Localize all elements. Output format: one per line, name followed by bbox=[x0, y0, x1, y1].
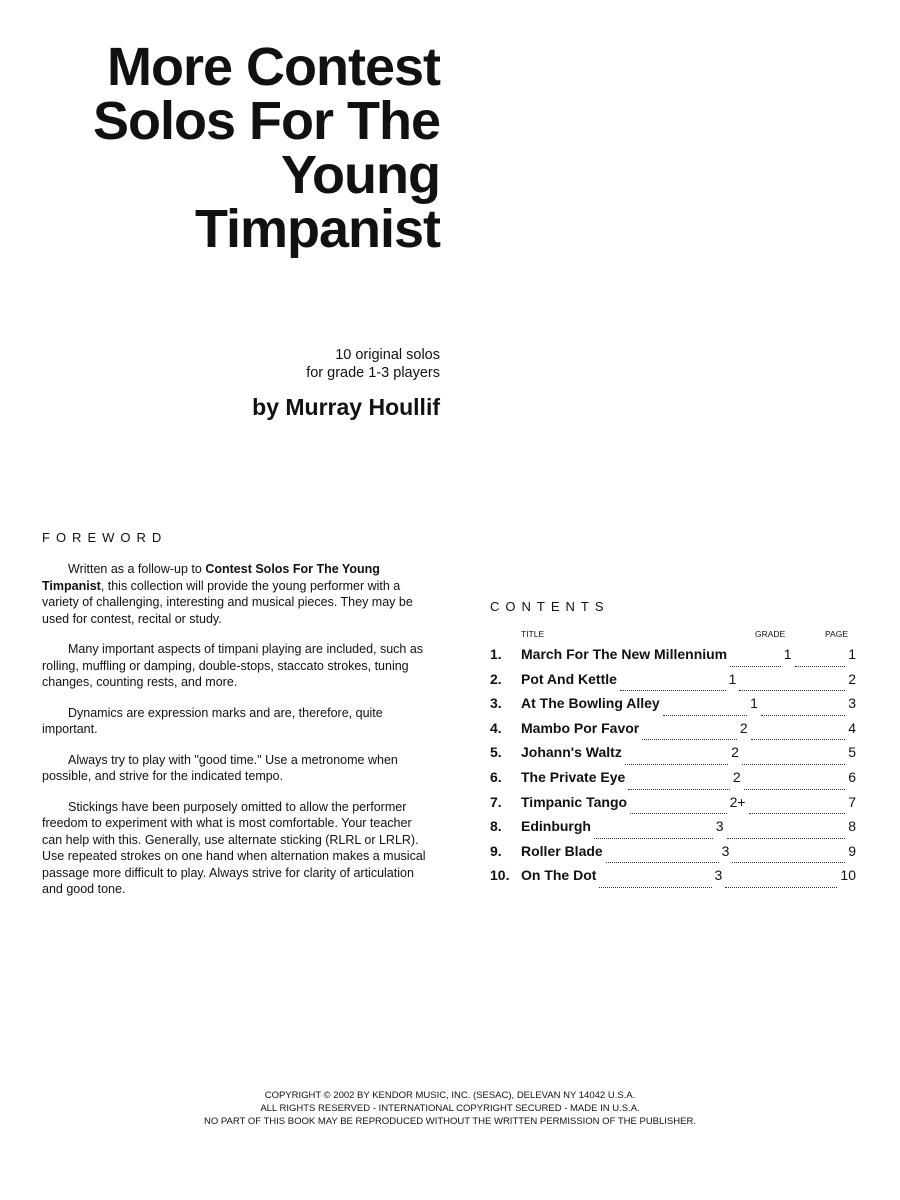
toc-grade: 1 bbox=[750, 695, 758, 712]
toc-page: 9 bbox=[848, 842, 857, 859]
toc-title: The Private Eye bbox=[521, 768, 626, 785]
toc-page: 4 bbox=[848, 719, 856, 736]
dot-leader bbox=[628, 788, 730, 790]
toc-number: 3. bbox=[490, 695, 502, 712]
title-line: Solos For The bbox=[92, 91, 440, 151]
dot-leader bbox=[739, 689, 845, 691]
foreword-book-reference: Contest Solos For The Young Timpanist bbox=[42, 562, 380, 593]
toc-page: 7 bbox=[848, 793, 856, 810]
toc-grade: 2+ bbox=[729, 793, 746, 810]
foreword-heading: FOREWORD bbox=[42, 530, 168, 545]
toc-grade: 2 bbox=[739, 719, 748, 736]
toc-number: 10. bbox=[490, 867, 510, 884]
toc-row bbox=[490, 695, 856, 720]
toc-row bbox=[490, 646, 856, 671]
foreword-body bbox=[42, 561, 434, 912]
toc-grade: 2 bbox=[732, 768, 741, 785]
dot-leader bbox=[620, 689, 726, 691]
dot-leader bbox=[594, 837, 713, 839]
title-line: Young bbox=[281, 145, 440, 205]
toc-grade: 1 bbox=[728, 670, 737, 687]
toc-number: 5. bbox=[490, 744, 502, 761]
copyright-notice bbox=[100, 1089, 800, 1128]
title-line: More Contest bbox=[106, 37, 440, 97]
toc-number: 9. bbox=[490, 842, 502, 859]
foreword-paragraph: Dynamics are expression marks and are, therefore, quite important. bbox=[42, 705, 383, 736]
dot-leader bbox=[625, 763, 728, 765]
toc-page: 2 bbox=[848, 670, 857, 687]
toc-page: 5 bbox=[848, 744, 857, 761]
table-of-contents bbox=[490, 646, 856, 892]
dot-leader bbox=[749, 812, 846, 814]
dot-leader bbox=[642, 738, 737, 740]
toc-page: 3 bbox=[848, 695, 856, 712]
toc-number: 6. bbox=[490, 768, 502, 785]
toc-page: 6 bbox=[848, 768, 856, 785]
dot-leader bbox=[761, 714, 845, 716]
dot-leader bbox=[725, 886, 837, 888]
foreword-paragraph bbox=[42, 561, 434, 627]
toc-row bbox=[490, 769, 856, 794]
toc-title: Pot And Kettle bbox=[521, 670, 617, 687]
dot-leader bbox=[606, 861, 719, 863]
toc-row bbox=[490, 843, 856, 868]
copyright-line: COPYRIGHT © 2002 BY KENDOR MUSIC, INC. (SESAC), DELEVAN NY 14042 U.S.A. bbox=[264, 1090, 636, 1101]
toc-row bbox=[490, 720, 856, 745]
toc-page: 1 bbox=[848, 646, 857, 662]
dot-leader bbox=[744, 788, 846, 790]
toc-title: At The Bowling Alley bbox=[521, 695, 660, 712]
dot-leader bbox=[742, 763, 845, 765]
subtitle-line: 10 original solos bbox=[335, 347, 440, 363]
toc-row bbox=[490, 794, 856, 819]
toc-title: March For The New Millennium bbox=[521, 646, 728, 662]
contents-col-grade: GRADE bbox=[755, 629, 786, 639]
dot-leader bbox=[630, 812, 727, 814]
foreword-paragraph: Many important aspects of timpani playing are included, such as rolling, muffling or damping, double-stops, staccato strokes, tuning changes, counting rests, and more. bbox=[42, 642, 424, 689]
title-line: Timpanist bbox=[194, 199, 440, 259]
contents-heading: CONTENTS bbox=[490, 599, 610, 614]
toc-grade: 1 bbox=[783, 646, 792, 662]
toc-title: Roller Blade bbox=[521, 842, 603, 859]
dot-leader bbox=[751, 738, 846, 740]
toc-grade: 3 bbox=[721, 842, 730, 859]
subtitle-line: for grade 1-3 players bbox=[306, 365, 440, 381]
toc-title: Mambo Por Favor bbox=[521, 719, 640, 736]
dot-leader bbox=[795, 665, 846, 667]
toc-page: 10 bbox=[840, 867, 856, 884]
toc-number: 4. bbox=[490, 719, 502, 736]
dot-leader bbox=[730, 665, 781, 667]
toc-number: 7. bbox=[490, 793, 502, 810]
toc-row bbox=[490, 671, 856, 696]
foreword-text: Written as a follow-up to bbox=[68, 562, 206, 576]
toc-number: 8. bbox=[490, 818, 502, 835]
toc-title: Timpanic Tango bbox=[521, 793, 628, 810]
toc-title: Johann's Waltz bbox=[521, 744, 622, 761]
copyright-line: NO PART OF THIS BOOK MAY BE REPRODUCED WITHOUT THE WRITTEN PERMISSION OF THE PUBLISHER. bbox=[204, 1116, 696, 1127]
dot-leader bbox=[663, 714, 747, 716]
toc-number: 1. bbox=[490, 646, 502, 662]
book-title bbox=[40, 37, 440, 259]
foreword-text: , this collection will provide the young performer with a variety of challenging, interesting and musical pieces. They may be used for contest, recital or study. bbox=[42, 578, 413, 626]
foreword-paragraph: Stickings have been purposely omitted to allow the performer freedom to experiment with what is most comfortable. Your teacher can help with this. Generally, use alternate sticking (RLRL or LRLR). Use repeated strokes on one hand when alternation makes a musical passage more difficult to play. Always strive for clarity of articulation and good tone. bbox=[42, 799, 426, 896]
toc-row bbox=[490, 867, 856, 892]
foreword-paragraph: Always try to play with "good time." Use a metronome when possible, and strive for the indicated tempo. bbox=[42, 752, 398, 783]
toc-number: 2. bbox=[490, 670, 502, 687]
author: by Murray Houllif bbox=[252, 394, 440, 420]
contents-col-title: TITLE bbox=[521, 629, 545, 639]
toc-row bbox=[490, 818, 856, 843]
toc-page: 8 bbox=[848, 818, 856, 835]
toc-grade: 3 bbox=[715, 818, 724, 835]
toc-grade: 3 bbox=[714, 867, 723, 884]
toc-grade: 2 bbox=[731, 744, 739, 761]
toc-title: Edinburgh bbox=[521, 818, 591, 835]
subtitle bbox=[200, 346, 440, 382]
toc-title: On The Dot bbox=[521, 867, 597, 884]
dot-leader bbox=[732, 861, 845, 863]
dot-leader bbox=[599, 886, 711, 888]
contents-col-page: PAGE bbox=[825, 629, 848, 639]
copyright-line: ALL RIGHTS RESERVED - INTERNATIONAL COPYRIGHT SECURED - MADE IN U.S.A. bbox=[260, 1103, 640, 1114]
toc-row bbox=[490, 744, 856, 769]
dot-leader bbox=[727, 837, 846, 839]
